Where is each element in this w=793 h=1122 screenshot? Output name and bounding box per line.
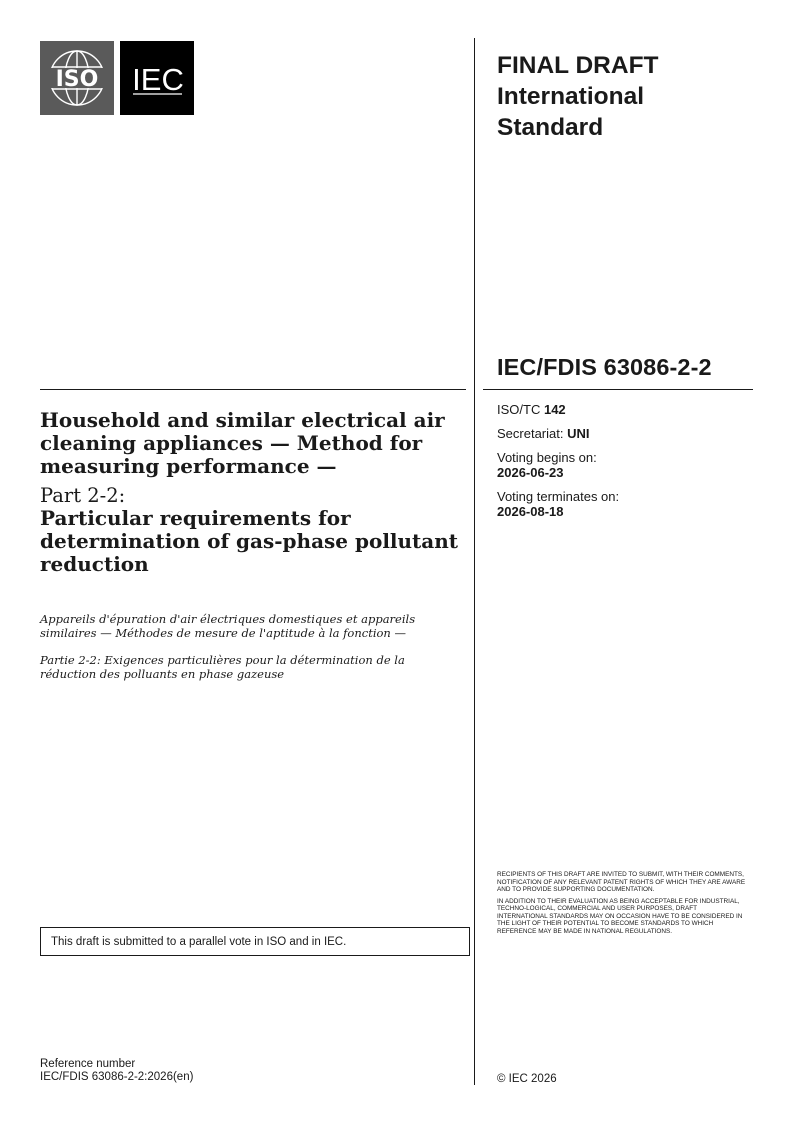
document-status xyxy=(497,50,757,143)
committee xyxy=(497,402,747,417)
parallel-vote-text: This draft is submitted to a parallel vote in ISO and in IEC. xyxy=(51,935,347,948)
iso-logo xyxy=(40,41,114,115)
docnum-underline xyxy=(483,389,753,390)
status-standard: Standard xyxy=(497,114,604,141)
reference-value: IEC/FDIS 63086-2-2:2026(en) xyxy=(40,1071,194,1083)
iec-logo xyxy=(120,41,194,115)
copyright: © IEC 2026 xyxy=(497,1073,557,1085)
voting-begins-label: Voting begins on: xyxy=(497,450,597,465)
voting-begins xyxy=(497,450,747,480)
voting-begins-date: 2026-06-23 xyxy=(497,465,564,480)
recipients-paragraph-2: IN ADDITION TO THEIR EVALUATION AS BEING ACCEPTABLE FOR INDUSTRIAL, TECHNO-LOGICAL, COMMERCIAL AND USER PURPOSES, DRAFT INTERNATIONAL STANDARDS MAY ON OCCASION HAVE TO BE CONSIDERED IN THE LIGHT OF THEIR POTENTIAL TO BECOME STANDARDS TO WHICH REFERENCE MAY BE MADE IN NATIONAL REGULATIONS. xyxy=(497,897,743,935)
document-meta xyxy=(497,402,747,528)
recipients-paragraph-1: RECIPIENTS OF THIS DRAFT ARE INVITED TO SUBMIT, WITH THEIR COMMENTS, NOTIFICATION OF ANY RELEVANT PATENT RIGHTS OF WHICH THEY ARE AWARE AND TO PROVIDE SUPPORTING DOCUMENTATION. xyxy=(497,871,746,893)
secretariat-value: UNI xyxy=(567,426,590,441)
title-divider xyxy=(40,389,466,390)
committee-value: 142 xyxy=(543,402,566,417)
secretariat-label: Secretariat: xyxy=(497,426,564,441)
voting-terminates xyxy=(497,489,747,519)
french-title: Appareils d'épuration d'air électriques domestiques et appareils similaires — Méthodes de mesure de l'aptitude à la fonction — xyxy=(40,612,416,640)
main-title: Household and similar electrical air cleaning appliances — Method for measuring performance — xyxy=(40,408,445,478)
voting-terminates-date: 2026-08-18 xyxy=(497,504,564,519)
reference-label: Reference number xyxy=(40,1058,136,1070)
iec-logo-icon xyxy=(120,41,194,115)
status-international: International xyxy=(497,83,645,110)
voting-terminates-label: Voting terminates on: xyxy=(497,489,620,504)
iec-logo-text: IEC xyxy=(132,62,184,97)
status-final-draft: FINAL DRAFT xyxy=(497,52,659,79)
committee-label: ISO/TC xyxy=(497,402,541,417)
recipients-notice xyxy=(497,871,747,939)
vertical-divider xyxy=(474,38,475,1085)
document-number: IEC/FDIS 63086-2-2 xyxy=(497,354,712,380)
parallel-vote-notice xyxy=(40,927,470,956)
iso-globe-logo-icon xyxy=(40,41,114,115)
iso-logo-text: ISO xyxy=(55,67,99,92)
part-title: Particular requirements for determination of gas-phase pollutant reduction xyxy=(40,506,459,576)
reference-number xyxy=(40,1058,193,1084)
secretariat xyxy=(497,426,747,441)
french-part-title: Partie 2-2: Exigences particulières pour la détermination de la réduction des polluants en phase gazeuse xyxy=(40,653,405,681)
part-label: Part 2-2: xyxy=(40,484,126,507)
